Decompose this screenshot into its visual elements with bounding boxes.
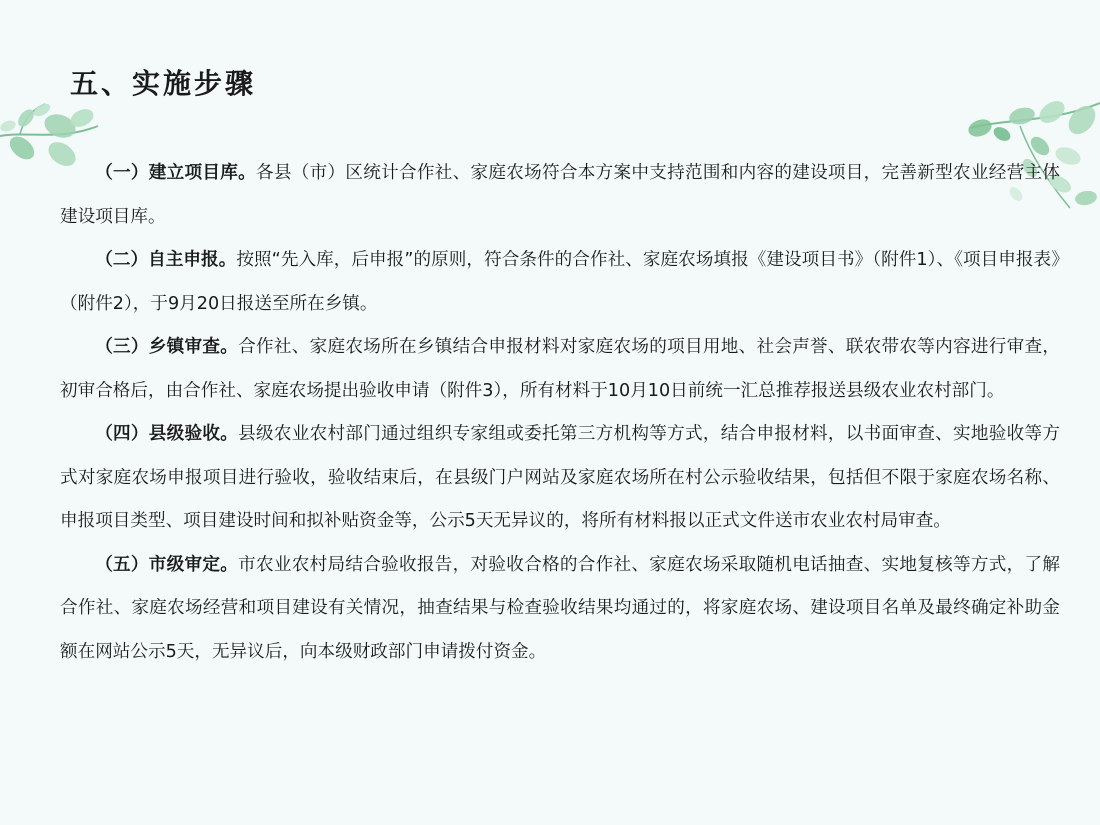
section-heading: （五）市级审定。 [95, 554, 239, 575]
section-heading: （四）县级验收。 [95, 424, 239, 444]
section-county-acceptance [60, 413, 1060, 544]
section-township-review [60, 326, 1060, 413]
section-body: 各县（市）区统计合作社、家庭农场符合本方案中支持范围和内容的建设项目，完善新型农业经营主体建设项目库。 [60, 163, 1060, 227]
section-heading: （二）自主申报。 [95, 250, 237, 270]
section-heading: （三）乡镇审查。 [95, 337, 239, 357]
content-body [60, 152, 1060, 674]
section-city-approval [60, 544, 1060, 675]
page-title: 五、实施步骤 [70, 67, 257, 100]
section-body: 合作社、家庭农场所在乡镇结合申报材料对家庭农场的项目用地、社会声誉、联农带农等内容进行审查，初审合格后，由合作社、家庭农场提出验收申请（附件3），所有材料于10月10日前统一汇总推荐报送县级农业农村部门。 [60, 337, 1060, 401]
section-body: 按照“先入库，后申报”的原则，符合条件的合作社、家庭农场填报《建设项目书》（附件1）、《项目申报表》（附件2），于9月20日报送至所在乡镇。 [60, 250, 1060, 314]
section-body: 市农业农村局结合验收报告，对验收合格的合作社、家庭农场采取随机电话抽查、实地复核等方式，了解合作社、家庭农场经营和项目建设有关情况，抽查结果与检查验收结果均通过的，将家庭农场、建设项目名单及最终确定补助金额在网站公示5天，无异议后，向本级财政部门申请拨付资金。 [60, 554, 1060, 662]
section-heading: （一）建立项目库。 [95, 163, 257, 183]
section-build-library [60, 152, 1060, 239]
section-self-apply [60, 239, 1060, 326]
section-body: 县级农业农村部门通过组织专家组或委托第三方机构等方式，结合申报材料，以书面审查、实地验收等方式对家庭农场申报项目进行验收，验收结束后，在县级门户网站及家庭农场所在村公示验收结果，包括但不限于家庭农场名称、申报项目类型、项目建设时间和拟补贴资金等，公示5天无异议的，将所有材料报以正式文件送市农业农村局审查。 [60, 424, 1060, 531]
